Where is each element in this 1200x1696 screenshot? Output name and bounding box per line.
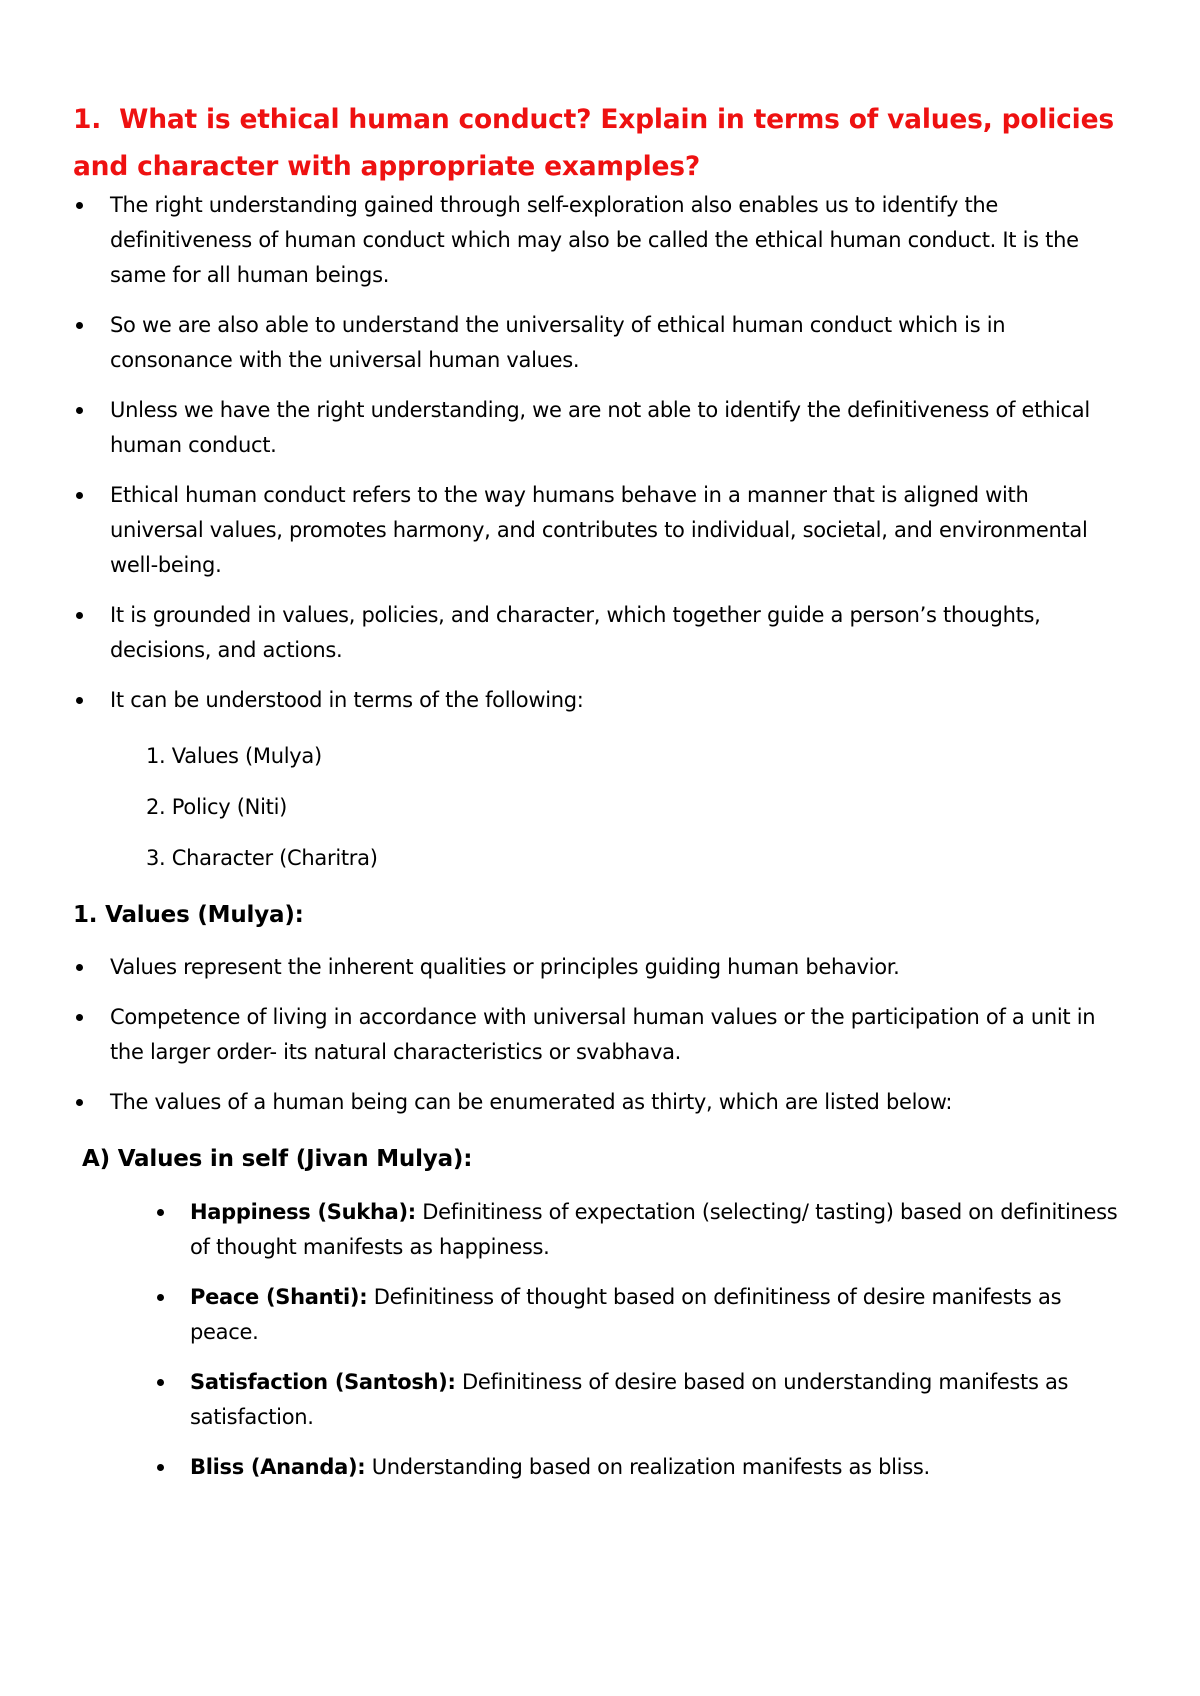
value-description: Definitiness of desire based on understanding manifests as satisfaction.: [190, 1370, 1069, 1429]
list-item: [0, 1450, 1120, 1485]
list-item: It is grounded in values, policies, and character, which together guide a person’s thoughts, decisions, and actions.: [0, 598, 1120, 668]
list-item: So we are also able to understand the universality of ethical human conduct which is in consonance with the universal human values.: [0, 308, 1120, 378]
list-item: Ethical human conduct refers to the way humans behave in a manner that is aligned with universal values, promotes harmony, and contributes to individual, societal, and environmental well-being.: [0, 478, 1120, 583]
list-item: The right understanding gained through self-exploration also enables us to identify the definitiveness of human conduct which may also be called the ethical human conduct. It is the same for all human beings.: [0, 188, 1120, 293]
list-item: The values of a human being can be enumerated as thirty, which are listed below:: [0, 1085, 1120, 1120]
numbered-item: 3. Character (Charitra): [146, 846, 378, 870]
value-description: Definitiness of thought based on definitiness of desire manifests as peace.: [190, 1285, 1062, 1344]
values-in-self-heading: A) Values in self (Jivan Mulya):: [82, 1146, 473, 1172]
value-description: Understanding based on realization manifests as bliss.: [365, 1455, 930, 1479]
list-item: Unless we have the right understanding, we are not able to identify the definitiveness of ethical human conduct.: [0, 393, 1120, 463]
values-heading: 1. Values (Mulya):: [73, 902, 304, 928]
list-item: [0, 1365, 1120, 1435]
value-description: Definitiness of expectation (selecting/ tasting) based on definitiness of thought manifests as happiness.: [190, 1200, 1118, 1259]
values-bullet-list: [0, 950, 1120, 1135]
value-term: Satisfaction (Santosh):: [190, 1370, 456, 1394]
list-item: Competence of living in accordance with universal human values or the participation of a unit in the larger order- its natural characteristics or svabhava.: [0, 1000, 1120, 1070]
question-text: What is ethical human conduct? Explain in terms of values, policies and character with appropriate examples?: [73, 104, 1114, 182]
list-item: Values represent the inherent qualities or principles guiding human behavior.: [0, 950, 1120, 985]
list-item: [0, 1280, 1120, 1350]
list-item: [0, 1195, 1120, 1265]
numbered-item: 1. Values (Mulya): [146, 744, 322, 768]
numbered-item: 2. Policy (Niti): [146, 795, 287, 819]
value-term: Happiness (Sukha):: [190, 1200, 416, 1224]
intro-bullet-list: [0, 188, 1120, 733]
value-term: Peace (Shanti):: [190, 1285, 368, 1309]
values-in-self-list: [0, 1195, 1120, 1500]
value-term: Bliss (Ananda):: [190, 1455, 366, 1479]
question-number: 1.: [73, 104, 102, 135]
numbered-list: [146, 739, 378, 892]
list-item: It can be understood in terms of the following:: [0, 683, 1120, 718]
question-heading: [73, 96, 1133, 190]
